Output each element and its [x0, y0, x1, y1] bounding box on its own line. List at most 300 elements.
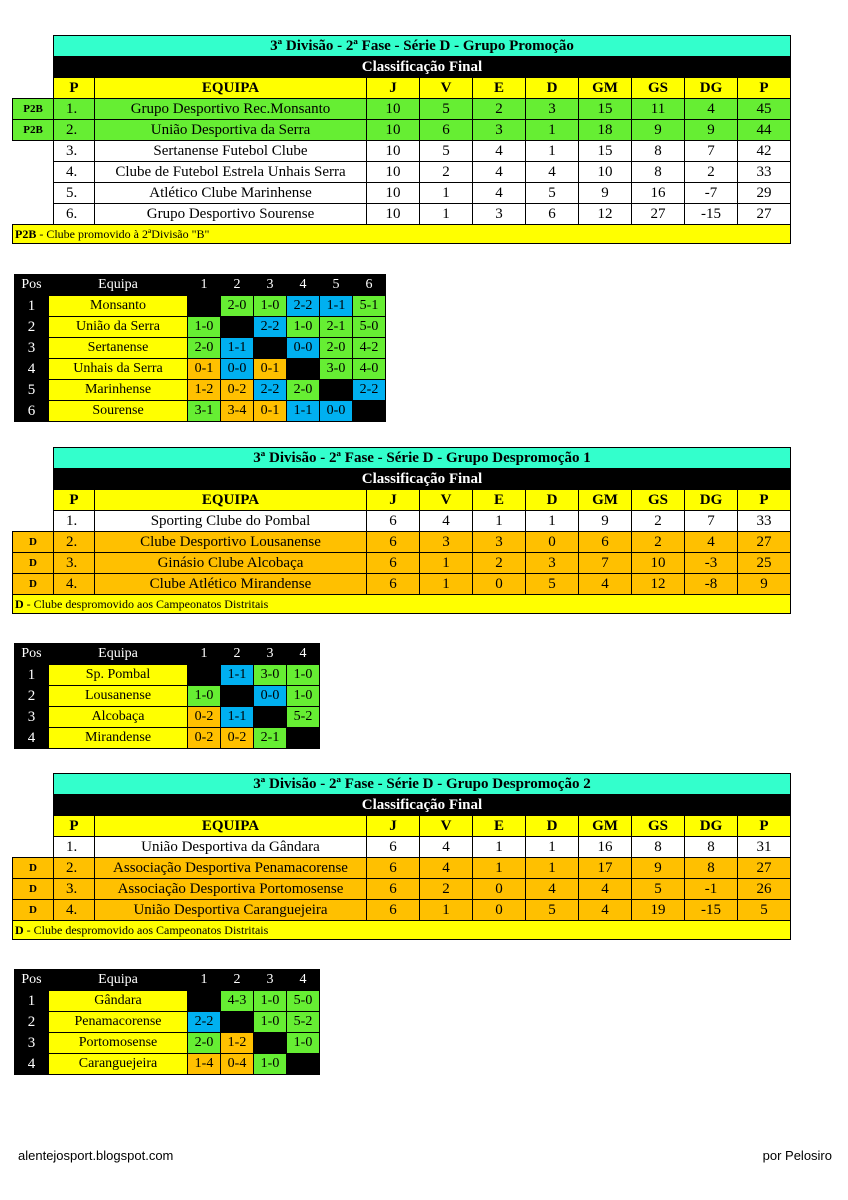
- legend-code: D: [15, 923, 24, 937]
- header-v: V: [420, 490, 473, 511]
- result-cell: 3-4: [221, 401, 254, 422]
- matrix-row: [15, 1054, 320, 1075]
- table-subtitle: Classificação Final: [54, 469, 791, 490]
- result-cell: 2-0: [188, 338, 221, 359]
- cell-e: 2: [473, 553, 526, 574]
- cell-d: 6: [526, 204, 579, 225]
- cell-d: 1: [526, 120, 579, 141]
- footer-author: por Pelosiro: [762, 1148, 832, 1163]
- table-row: [13, 511, 791, 532]
- cell-dg: -1: [685, 879, 738, 900]
- row-pos: 6: [15, 401, 49, 422]
- footer-source: alentejosport.blogspot.com: [18, 1148, 174, 1163]
- row-team: Gândara: [49, 991, 188, 1012]
- cell-team: Associação Desportiva Portomosense: [95, 879, 367, 900]
- table-row: [13, 553, 791, 574]
- result-cell: 3-0: [254, 665, 287, 686]
- header-col: 4: [287, 970, 320, 991]
- legend-code: D: [15, 597, 24, 611]
- cell-e: 3: [473, 120, 526, 141]
- header-e: E: [473, 490, 526, 511]
- cell-e: 0: [473, 574, 526, 595]
- results-matrix-relegation1: [14, 643, 320, 749]
- legend-text: - Clube despromovido aos Campeonatos Distritais: [23, 597, 269, 611]
- self-cell: [254, 707, 287, 728]
- relegation-badge: D: [13, 553, 54, 574]
- cell-points: 27: [738, 532, 791, 553]
- result-cell: 2-1: [254, 728, 287, 749]
- cell-v: 1: [420, 183, 473, 204]
- header-pos: Pos: [15, 644, 49, 665]
- result-cell: 2-2: [353, 380, 386, 401]
- cell-points: 9: [738, 574, 791, 595]
- table-row: [13, 204, 791, 225]
- legend-note: [13, 921, 791, 940]
- result-cell: 1-0: [188, 317, 221, 338]
- header-gs: GS: [632, 490, 685, 511]
- header-col: 1: [188, 644, 221, 665]
- header-col: 3: [254, 275, 287, 296]
- result-cell: 2-0: [320, 338, 353, 359]
- row-pos: 4: [15, 359, 49, 380]
- relegation-badge: D: [13, 532, 54, 553]
- cell-points: 27: [738, 204, 791, 225]
- results-table: [14, 643, 320, 749]
- result-cell: 1-1: [320, 296, 353, 317]
- cell-gm: 7: [579, 553, 632, 574]
- cell-gs: 27: [632, 204, 685, 225]
- result-cell: 0-2: [221, 380, 254, 401]
- table-row: [13, 879, 791, 900]
- row-team: Sourense: [49, 401, 188, 422]
- result-cell: 4-3: [221, 991, 254, 1012]
- header-gs: GS: [632, 78, 685, 99]
- legend-note: [13, 225, 791, 244]
- cell-gm: 15: [579, 141, 632, 162]
- relegation-badge: D: [13, 900, 54, 921]
- standings-table: [12, 447, 791, 614]
- header-col: 3: [254, 970, 287, 991]
- row-pos: 3: [15, 338, 49, 359]
- cell-gs: 9: [632, 120, 685, 141]
- cell-team: Associação Desportiva Penamacorense: [95, 858, 367, 879]
- cell-e: 1: [473, 511, 526, 532]
- header-dg: DG: [685, 816, 738, 837]
- cell-pos: 2.: [54, 120, 95, 141]
- cell-points: 33: [738, 511, 791, 532]
- cell-v: 3: [420, 532, 473, 553]
- cell-e: 4: [473, 141, 526, 162]
- cell-v: 1: [420, 553, 473, 574]
- cell-j: 6: [367, 900, 420, 921]
- cell-j: 6: [367, 879, 420, 900]
- result-cell: 0-2: [221, 728, 254, 749]
- cell-team: Clube Atlético Mirandense: [95, 574, 367, 595]
- table-row: [13, 183, 791, 204]
- result-cell: 2-2: [287, 296, 320, 317]
- result-cell: 5-0: [287, 991, 320, 1012]
- self-cell: [353, 401, 386, 422]
- relegation-badge: D: [13, 858, 54, 879]
- cell-team: Atlético Clube Marinhense: [95, 183, 367, 204]
- cell-j: 10: [367, 162, 420, 183]
- cell-points: 31: [738, 837, 791, 858]
- result-cell: 5-1: [353, 296, 386, 317]
- header-team: EQUIPA: [95, 490, 367, 511]
- cell-team: Clube Desportivo Lousanense: [95, 532, 367, 553]
- result-cell: 3-0: [320, 359, 353, 380]
- result-cell: 1-1: [287, 401, 320, 422]
- legend-note: [13, 595, 791, 614]
- cell-gm: 16: [579, 837, 632, 858]
- self-cell: [188, 665, 221, 686]
- cell-e: 0: [473, 900, 526, 921]
- cell-team: Clube de Futebol Estrela Unhais Serra: [95, 162, 367, 183]
- header-gm: GM: [579, 78, 632, 99]
- result-cell: 1-0: [254, 1012, 287, 1033]
- legend-text: - Clube promovido à 2ªDivisão "B": [36, 227, 210, 241]
- cell-j: 10: [367, 99, 420, 120]
- cell-team: Ginásio Clube Alcobaça: [95, 553, 367, 574]
- table-row: [13, 900, 791, 921]
- header-col: 4: [287, 275, 320, 296]
- result-cell: 1-0: [254, 1054, 287, 1075]
- result-cell: 5-2: [287, 707, 320, 728]
- cell-d: 5: [526, 183, 579, 204]
- header-e: E: [473, 78, 526, 99]
- cell-pos: 3.: [54, 141, 95, 162]
- cell-team: Grupo Desportivo Sourense: [95, 204, 367, 225]
- self-cell: [287, 359, 320, 380]
- cell-j: 6: [367, 532, 420, 553]
- result-cell: 1-0: [287, 317, 320, 338]
- matrix-row: [15, 665, 320, 686]
- cell-e: 3: [473, 532, 526, 553]
- cell-j: 6: [367, 858, 420, 879]
- header-points: P: [738, 816, 791, 837]
- header-d: D: [526, 78, 579, 99]
- result-cell: 1-0: [254, 991, 287, 1012]
- self-cell: [188, 296, 221, 317]
- header-j: J: [367, 490, 420, 511]
- cell-v: 4: [420, 858, 473, 879]
- row-pos: 2: [15, 686, 49, 707]
- header-dg: DG: [685, 78, 738, 99]
- row-pos: 3: [15, 707, 49, 728]
- cell-pos: 3.: [54, 879, 95, 900]
- cell-pos: 4.: [54, 900, 95, 921]
- result-cell: 2-2: [188, 1012, 221, 1033]
- header-team: Equipa: [49, 275, 188, 296]
- header-col: 2: [221, 644, 254, 665]
- self-cell: [221, 317, 254, 338]
- table-row: [13, 837, 791, 858]
- result-cell: 0-0: [287, 338, 320, 359]
- cell-v: 1: [420, 900, 473, 921]
- row-team: Sertanense: [49, 338, 188, 359]
- row-team: Mirandense: [49, 728, 188, 749]
- cell-dg: 8: [685, 858, 738, 879]
- cell-e: 2: [473, 99, 526, 120]
- table-row: [13, 858, 791, 879]
- header-team: Equipa: [49, 970, 188, 991]
- cell-dg: 4: [685, 99, 738, 120]
- cell-team: Sertanense Futebol Clube: [95, 141, 367, 162]
- result-cell: 1-1: [221, 338, 254, 359]
- table-row: [13, 99, 791, 120]
- result-cell: 1-2: [221, 1033, 254, 1054]
- cell-v: 2: [420, 879, 473, 900]
- header-pos: Pos: [15, 275, 49, 296]
- cell-team: União Desportiva da Serra: [95, 120, 367, 141]
- header-pos: P: [54, 78, 95, 99]
- cell-gm: 4: [579, 574, 632, 595]
- cell-d: 4: [526, 879, 579, 900]
- result-cell: 0-0: [254, 686, 287, 707]
- self-cell: [188, 991, 221, 1012]
- header-gm: GM: [579, 490, 632, 511]
- row-pos: 2: [15, 317, 49, 338]
- cell-gm: 4: [579, 900, 632, 921]
- row-pos: 2: [15, 1012, 49, 1033]
- cell-dg: -15: [685, 204, 738, 225]
- result-cell: 2-0: [287, 380, 320, 401]
- cell-j: 6: [367, 574, 420, 595]
- cell-v: 5: [420, 141, 473, 162]
- row-pos: 1: [15, 665, 49, 686]
- header-col: 1: [188, 275, 221, 296]
- cell-e: 1: [473, 858, 526, 879]
- cell-pos: 1.: [54, 837, 95, 858]
- row-team: Marinhense: [49, 380, 188, 401]
- matrix-row: [15, 317, 386, 338]
- cell-j: 10: [367, 120, 420, 141]
- cell-j: 6: [367, 553, 420, 574]
- self-cell: [221, 686, 254, 707]
- header-team: EQUIPA: [95, 78, 367, 99]
- cell-dg: 8: [685, 837, 738, 858]
- matrix-row: [15, 686, 320, 707]
- cell-gm: 10: [579, 162, 632, 183]
- cell-d: 1: [526, 858, 579, 879]
- table-subtitle: Classificação Final: [54, 57, 791, 78]
- cell-team: União Desportiva Caranguejeira: [95, 900, 367, 921]
- header-v: V: [420, 816, 473, 837]
- result-cell: 2-2: [254, 317, 287, 338]
- matrix-row: [15, 296, 386, 317]
- header-col: 4: [287, 644, 320, 665]
- row-team: Portomosense: [49, 1033, 188, 1054]
- promo-standings: [12, 35, 791, 244]
- result-cell: 2-0: [188, 1033, 221, 1054]
- matrix-row: [15, 1033, 320, 1054]
- relegation-badge: D: [13, 574, 54, 595]
- result-cell: 2-2: [254, 380, 287, 401]
- results-matrix-promo: [14, 274, 386, 422]
- row-pos: 4: [15, 1054, 49, 1075]
- table-row: [13, 574, 791, 595]
- header-team: Equipa: [49, 644, 188, 665]
- table-row: [13, 120, 791, 141]
- cell-dg: 7: [685, 511, 738, 532]
- cell-gs: 8: [632, 141, 685, 162]
- standings-table: [12, 773, 791, 940]
- row-pos: 3: [15, 1033, 49, 1054]
- row-team: União da Serra: [49, 317, 188, 338]
- cell-v: 1: [420, 574, 473, 595]
- header-d: D: [526, 490, 579, 511]
- self-cell: [287, 1054, 320, 1075]
- cell-e: 4: [473, 183, 526, 204]
- cell-d: 1: [526, 837, 579, 858]
- cell-j: 10: [367, 183, 420, 204]
- cell-v: 6: [420, 120, 473, 141]
- promotion-badge: P2B: [13, 99, 54, 120]
- header-pos: Pos: [15, 970, 49, 991]
- cell-e: 3: [473, 204, 526, 225]
- row-team: Monsanto: [49, 296, 188, 317]
- header-dg: DG: [685, 490, 738, 511]
- cell-j: 10: [367, 141, 420, 162]
- row-team: Lousanense: [49, 686, 188, 707]
- cell-points: 27: [738, 858, 791, 879]
- self-cell: [320, 380, 353, 401]
- result-cell: 2-1: [320, 317, 353, 338]
- cell-gm: 18: [579, 120, 632, 141]
- cell-points: 33: [738, 162, 791, 183]
- cell-pos: 1.: [54, 99, 95, 120]
- cell-dg: -15: [685, 900, 738, 921]
- header-points: P: [738, 78, 791, 99]
- legend-code: P2B: [15, 227, 37, 241]
- table-subtitle: Classificação Final: [54, 795, 791, 816]
- cell-gm: 9: [579, 183, 632, 204]
- cell-points: 26: [738, 879, 791, 900]
- header-gm: GM: [579, 816, 632, 837]
- cell-e: 1: [473, 837, 526, 858]
- result-cell: 0-2: [188, 707, 221, 728]
- row-pos: 5: [15, 380, 49, 401]
- result-cell: 0-1: [188, 359, 221, 380]
- result-cell: 0-4: [221, 1054, 254, 1075]
- cell-gs: 8: [632, 162, 685, 183]
- cell-d: 3: [526, 99, 579, 120]
- table-title: 3ª Divisão - 2ª Fase - Série D - Grupo Promoção: [54, 36, 791, 57]
- cell-j: 6: [367, 837, 420, 858]
- self-cell: [254, 1033, 287, 1054]
- cell-e: 4: [473, 162, 526, 183]
- header-points: P: [738, 490, 791, 511]
- cell-j: 10: [367, 204, 420, 225]
- cell-dg: 2: [685, 162, 738, 183]
- cell-points: 42: [738, 141, 791, 162]
- result-cell: 1-0: [254, 296, 287, 317]
- cell-pos: 2.: [54, 532, 95, 553]
- cell-gs: 2: [632, 532, 685, 553]
- relegation1-standings: [12, 447, 791, 614]
- header-col: 2: [221, 275, 254, 296]
- cell-team: Grupo Desportivo Rec.Monsanto: [95, 99, 367, 120]
- cell-gm: 4: [579, 879, 632, 900]
- result-cell: 1-0: [287, 665, 320, 686]
- cell-pos: 1.: [54, 511, 95, 532]
- cell-points: 25: [738, 553, 791, 574]
- cell-gm: 15: [579, 99, 632, 120]
- table-title: 3ª Divisão - 2ª Fase - Série D - Grupo Despromoção 1: [54, 448, 791, 469]
- cell-d: 1: [526, 141, 579, 162]
- result-cell: 1-1: [221, 665, 254, 686]
- cell-gs: 9: [632, 858, 685, 879]
- cell-gs: 5: [632, 879, 685, 900]
- cell-points: 5: [738, 900, 791, 921]
- cell-points: 45: [738, 99, 791, 120]
- cell-j: 6: [367, 511, 420, 532]
- cell-gs: 12: [632, 574, 685, 595]
- result-cell: 0-0: [221, 359, 254, 380]
- results-table: [14, 969, 320, 1075]
- cell-points: 29: [738, 183, 791, 204]
- cell-pos: 6.: [54, 204, 95, 225]
- cell-pos: 2.: [54, 858, 95, 879]
- self-cell: [287, 728, 320, 749]
- row-team: Sp. Pombal: [49, 665, 188, 686]
- result-cell: 1-1: [221, 707, 254, 728]
- cell-v: 4: [420, 837, 473, 858]
- table-row: [13, 162, 791, 183]
- header-col: 3: [254, 644, 287, 665]
- result-cell: 0-1: [254, 401, 287, 422]
- result-cell: 2-0: [221, 296, 254, 317]
- row-team: Alcobaça: [49, 707, 188, 728]
- cell-team: União Desportiva da Gândara: [95, 837, 367, 858]
- row-pos: 1: [15, 296, 49, 317]
- cell-gm: 6: [579, 532, 632, 553]
- header-gs: GS: [632, 816, 685, 837]
- cell-team: Sporting Clube do Pombal: [95, 511, 367, 532]
- cell-gm: 12: [579, 204, 632, 225]
- row-pos: 1: [15, 991, 49, 1012]
- header-col: 5: [320, 275, 353, 296]
- header-j: J: [367, 816, 420, 837]
- cell-v: 5: [420, 99, 473, 120]
- result-cell: 1-0: [287, 1033, 320, 1054]
- matrix-row: [15, 338, 386, 359]
- cell-d: 3: [526, 553, 579, 574]
- result-cell: 1-0: [287, 686, 320, 707]
- results-table: [14, 274, 386, 422]
- table-row: [13, 532, 791, 553]
- standings-table: [12, 35, 791, 244]
- matrix-row: [15, 380, 386, 401]
- result-cell: 1-0: [188, 686, 221, 707]
- row-team: Penamacorense: [49, 1012, 188, 1033]
- relegation2-standings: [12, 773, 791, 940]
- cell-e: 0: [473, 879, 526, 900]
- table-row: [13, 141, 791, 162]
- cell-d: 1: [526, 511, 579, 532]
- header-team: EQUIPA: [95, 816, 367, 837]
- cell-dg: 4: [685, 532, 738, 553]
- result-cell: 4-0: [353, 359, 386, 380]
- header-pos: P: [54, 816, 95, 837]
- cell-dg: 7: [685, 141, 738, 162]
- header-col: 2: [221, 970, 254, 991]
- matrix-row: [15, 359, 386, 380]
- matrix-row: [15, 401, 386, 422]
- header-v: V: [420, 78, 473, 99]
- result-cell: 1-2: [188, 380, 221, 401]
- result-cell: 5-2: [287, 1012, 320, 1033]
